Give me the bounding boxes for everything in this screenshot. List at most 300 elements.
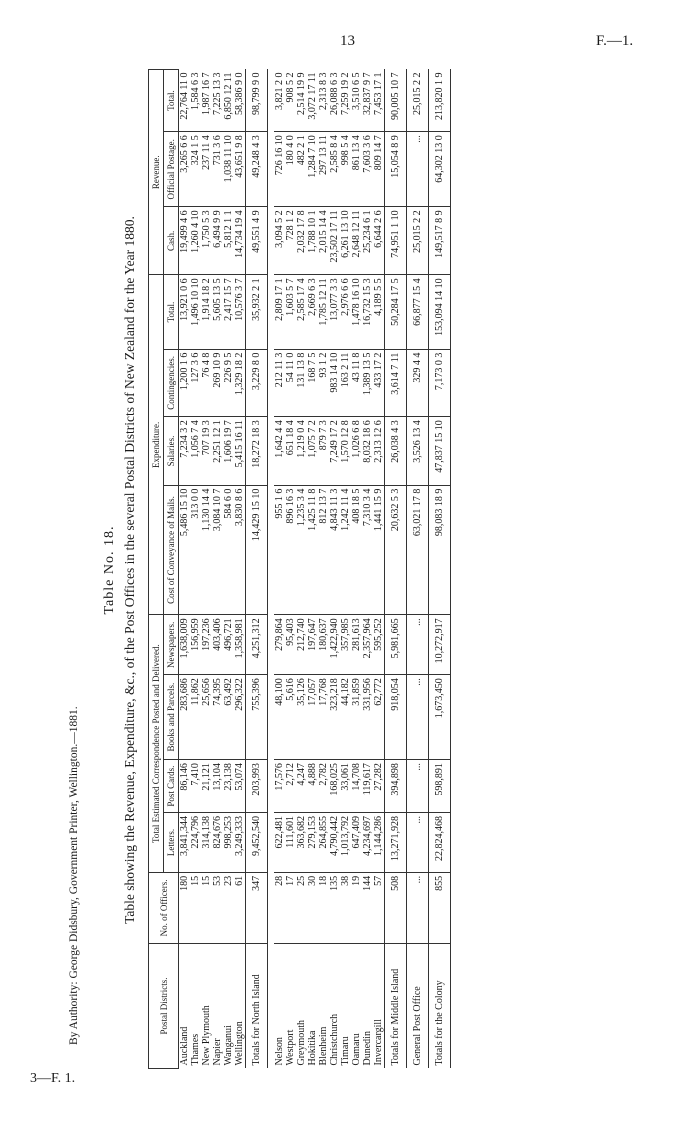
cell-cv: 4,843 11 3 [329, 485, 340, 615]
cell-rt: 213,820 1 9 [429, 70, 451, 132]
page-number: 13 [340, 33, 355, 49]
header-exp-total: Total. [164, 275, 179, 349]
table-row [179, 70, 191, 1069]
cell-ca: 5,812 1 1 [223, 207, 234, 275]
cell-sa: 651 18 4 [285, 417, 296, 485]
district-name: New Plymouth [201, 944, 212, 1069]
district-name: Christchurch [329, 944, 340, 1069]
cell-co: 226 9 5 [223, 349, 234, 417]
table-row [318, 70, 329, 1069]
cell-p: 2,712 [285, 760, 296, 813]
cell-cv: 955 1 6 [274, 485, 285, 615]
cell-n: 156,959 [190, 615, 201, 675]
cell-rt: 90,005 10 7 [385, 70, 407, 132]
header-official-postage: Official Postage. [164, 132, 179, 207]
cell-o: 180 [179, 872, 191, 943]
cell-n: 279,864 [274, 615, 285, 675]
cell-n: 95,403 [285, 615, 296, 675]
cell-n: 212,740 [296, 615, 307, 675]
cell-sa: 8,032 18 6 [362, 417, 373, 485]
cell-p: 394,898 [385, 760, 407, 813]
cell-p: 33,061 [340, 760, 351, 813]
cell-rt: 3,821 2 0 [274, 70, 285, 132]
table-row [190, 70, 201, 1069]
header-expenditure: Expenditure. [149, 275, 164, 615]
cell-ca: 25,234 6 1 [362, 207, 373, 275]
cell-cv: 1,235 3 4 [296, 485, 307, 615]
cell-n: 1,358,981 [234, 615, 246, 675]
cell-n: 5,981,665 [385, 615, 407, 675]
cell-sa: 18,272 18 3 [246, 417, 268, 485]
cell-sa: 1,642 4 4 [274, 417, 285, 485]
cell-p: 168,025 [329, 760, 340, 813]
cell-rt: 58,386 9 0 [234, 70, 246, 132]
district-name: Hokitika [307, 944, 318, 1069]
cell-o: 19 [351, 872, 362, 943]
cell-p: ... [407, 760, 429, 813]
district-name: Oamaru [351, 944, 362, 1069]
cell-et: 16,732 15 3 [362, 275, 373, 349]
cell-l: 3,841,344 [179, 813, 191, 873]
district-name: Invercargill [373, 944, 385, 1069]
cell-o: 855 [429, 872, 451, 943]
cell-op: 809 14 7 [373, 132, 385, 207]
table-row [274, 70, 285, 1069]
cell-b: 1,673,450 [429, 675, 451, 760]
cell-et: 2,976 6 6 [340, 275, 351, 349]
cell-op: 297 13 11 [318, 132, 329, 207]
cell-op: 3,265 6 6 [179, 132, 191, 207]
cell-o: 17 [285, 872, 296, 943]
table-row [285, 70, 296, 1069]
cell-op: 2,585 8 4 [329, 132, 340, 207]
cell-b: 63,492 [223, 675, 234, 760]
district-name: Totals for Middle Island [385, 944, 407, 1069]
cell-p: 14,708 [351, 760, 362, 813]
cell-l: 824,676 [212, 813, 223, 873]
cell-co: 131 13 8 [296, 349, 307, 417]
cell-o: 135 [329, 872, 340, 943]
rotated-table-page [96, 65, 656, 1075]
cell-l: 22,824,468 [429, 813, 451, 873]
cell-o: 25 [296, 872, 307, 943]
cell-p: 86,146 [179, 760, 191, 813]
cell-o: 347 [246, 872, 268, 943]
table-row [201, 70, 212, 1069]
cell-sa: 7,234 3 2 [179, 417, 191, 485]
cell-o: 61 [234, 872, 246, 943]
cell-co: 127 3 6 [190, 349, 201, 417]
cell-cv: 812 13 7 [318, 485, 329, 615]
table-number: Table No. 18. [102, 525, 117, 615]
cell-l: 1,144,286 [373, 813, 385, 873]
cell-et: 1,785 12 11 [318, 275, 329, 349]
cell-rt: 7,453 17 1 [373, 70, 385, 132]
cell-l: 1,013,792 [340, 813, 351, 873]
header-officers: No. of Officers. [149, 872, 179, 943]
table-row [351, 70, 362, 1069]
cell-co: 3,614 7 11 [385, 349, 407, 417]
cell-co: 43 11 8 [351, 349, 362, 417]
cell-cv: 3,830 8 6 [234, 485, 246, 615]
cell-p: 27,282 [373, 760, 385, 813]
cell-n: 2,357,964 [362, 615, 373, 675]
cell-rt: 2,514 19 9 [296, 70, 307, 132]
cell-ca: 1,788 10 1 [307, 207, 318, 275]
cell-o: 508 [385, 872, 407, 943]
cell-p: 4,888 [307, 760, 318, 813]
header-newspapers: Newspapers. [164, 615, 179, 675]
cell-et: 35,932 2 1 [246, 275, 268, 349]
cell-op: 180 4 0 [285, 132, 296, 207]
cell-cv: 1,130 14 4 [201, 485, 212, 615]
cell-cv: 63,021 17 8 [407, 485, 429, 615]
cell-co: 3,229 8 0 [246, 349, 268, 417]
cell-o: 18 [318, 872, 329, 943]
district-name: Wanganui [223, 944, 234, 1069]
printer-credit: By Authority: George Didsbury, Government Printer, Wellington.—1881. [68, 706, 80, 1045]
table-title: Table showing the Revenue, Expenditure, &c., of the Post Offices in the several Postal Districts of New Zealand for the Year 1880. [122, 216, 137, 924]
cell-n: 496,721 [223, 615, 234, 675]
header-cash: Cash. [164, 207, 179, 275]
cell-n: 357,985 [340, 615, 351, 675]
cell-rt: 3,510 6 5 [351, 70, 362, 132]
cell-et: 5,605 13 5 [212, 275, 223, 349]
cell-cv: 3,084 10 7 [212, 485, 223, 615]
cell-sa: 5,415 16 11 [234, 417, 246, 485]
cell-o: 57 [373, 872, 385, 943]
cell-l: 4,790,442 [329, 813, 340, 873]
cell-ca: 19,499 4 6 [179, 207, 191, 275]
header-salaries: Salaries. [164, 417, 179, 485]
cell-et: 13,921 0 6 [179, 275, 191, 349]
table-row [329, 70, 340, 1069]
cell-l: 363,682 [296, 813, 307, 873]
cell-sa: 7,249 17 2 [329, 417, 340, 485]
district-name: Auckland [179, 944, 191, 1069]
cell-b: 74,395 [212, 675, 223, 760]
table-row [296, 70, 307, 1069]
cell-op: 324 1 5 [190, 132, 201, 207]
cell-cv: 1,441 15 9 [373, 485, 385, 615]
cell-ca: 2,015 14 4 [318, 207, 329, 275]
cell-cv: 7,310 3 4 [362, 485, 373, 615]
cell-l: 622,481 [274, 813, 285, 873]
cell-rt: 2,313 8 3 [318, 70, 329, 132]
cell-op: 731 3 6 [212, 132, 223, 207]
cell-l: 314,138 [201, 813, 212, 873]
cell-ca: 23,502 17 11 [329, 207, 340, 275]
cell-rt: 1,584 6 3 [190, 70, 201, 132]
colony-total-row [429, 70, 451, 1069]
cell-ca: 6,261 13 10 [340, 207, 351, 275]
cell-b: 296,322 [234, 675, 246, 760]
header-revenue: Revenue. [149, 70, 164, 275]
cell-rt: 32,837 9 7 [362, 70, 373, 132]
cell-o: 15 [190, 872, 201, 943]
cell-et: 1,496 10 10 [190, 275, 201, 349]
cell-co: 1,329 18 2 [234, 349, 246, 417]
cell-et: 2,585 17 4 [296, 275, 307, 349]
cell-op: 1,284 7 10 [307, 132, 318, 207]
cell-rt: 22,764 11 0 [179, 70, 191, 132]
cell-op: 482 2 1 [296, 132, 307, 207]
cell-p: 4,247 [296, 760, 307, 813]
cell-p: 7,410 [190, 760, 201, 813]
cell-co: 1,200 1 6 [179, 349, 191, 417]
cell-sa: 2,251 12 1 [212, 417, 223, 485]
cell-b: 48,100 [274, 675, 285, 760]
cell-co: 168 7 5 [307, 349, 318, 417]
revenue-expenditure-table [148, 69, 451, 1069]
cell-n: 1,638,009 [179, 615, 191, 675]
cell-cv: 408 18 5 [351, 485, 362, 615]
cell-et: 1,478 16 10 [351, 275, 362, 349]
district-name: Westport [285, 944, 296, 1069]
cell-n: 1,422,940 [329, 615, 340, 675]
cell-o: 15 [201, 872, 212, 943]
cell-n: 10,272,917 [429, 615, 451, 675]
cell-n: 403,406 [212, 615, 223, 675]
table-row [362, 70, 373, 1069]
cell-cv: 896 16 3 [285, 485, 296, 615]
cell-l: 4,234,697 [362, 813, 373, 873]
cell-op: 43,651 9 8 [234, 132, 246, 207]
cell-co: 212 11 3 [274, 349, 285, 417]
cell-sa: 2,313 12 6 [373, 417, 385, 485]
cell-n: 4,251,312 [246, 615, 268, 675]
cell-cv: 98,083 18 9 [429, 485, 451, 615]
district-name: Timaru [340, 944, 351, 1069]
district-name: Blenheim [318, 944, 329, 1069]
cell-sa: 707 19 3 [201, 417, 212, 485]
cell-op: ... [407, 132, 429, 207]
cell-cv: 1,425 11 8 [307, 485, 318, 615]
cell-rt: 7,259 19 2 [340, 70, 351, 132]
cell-p: 17,576 [274, 760, 285, 813]
cell-o: 23 [223, 872, 234, 943]
cell-co: 983 14 10 [329, 349, 340, 417]
cell-et: 50,284 17 5 [385, 275, 407, 349]
cell-o: 28 [274, 872, 285, 943]
cell-o: 53 [212, 872, 223, 943]
cell-op: 237 11 4 [201, 132, 212, 207]
cell-sa: 3,526 13 4 [407, 417, 429, 485]
cell-rt: 1,987 16 7 [201, 70, 212, 132]
cell-co: 269 10 9 [212, 349, 223, 417]
district-name: Dunedin [362, 944, 373, 1069]
cell-o: ... [407, 872, 429, 943]
middle-island-total-row [385, 70, 407, 1069]
cell-b: 323,218 [329, 675, 340, 760]
district-name: General Post Office [407, 944, 429, 1069]
cell-et: 13,077 3 3 [329, 275, 340, 349]
cell-b: ... [407, 675, 429, 760]
district-name: Napier [212, 944, 223, 1069]
cell-ca: 25,015 2 2 [407, 207, 429, 275]
cell-p: 53,074 [234, 760, 246, 813]
cell-co: 54 11 0 [285, 349, 296, 417]
footer-reference: 3—F. 1. [30, 1071, 76, 1086]
cell-ca: 49,551 4 9 [246, 207, 268, 275]
cell-b: 11,862 [190, 675, 201, 760]
cell-p: 21,121 [201, 760, 212, 813]
cell-ca: 2,032 17 8 [296, 207, 307, 275]
table-row [212, 70, 223, 1069]
north-island-total-row [246, 70, 268, 1069]
cell-co: 7,173 0 3 [429, 349, 451, 417]
cell-l: 998,253 [223, 813, 234, 873]
district-name: Wellington [234, 944, 246, 1069]
cell-rt: 6,850 12 11 [223, 70, 234, 132]
cell-cv: 1,242 11 4 [340, 485, 351, 615]
cell-l: 264,855 [318, 813, 329, 873]
header-districts: Postal Districts. [149, 944, 179, 1069]
cell-rt: 3,072 17 11 [307, 70, 318, 132]
cell-et: 1,603 5 7 [285, 275, 296, 349]
cell-ca: 6,644 2 6 [373, 207, 385, 275]
cell-et: 2,809 17 1 [274, 275, 285, 349]
cell-l: 111,601 [285, 813, 296, 873]
cell-sa: 26,038 4 3 [385, 417, 407, 485]
cell-b: 17,057 [307, 675, 318, 760]
cell-op: 49,248 4 3 [246, 132, 268, 207]
cell-sa: 47,837 15 10 [429, 417, 451, 485]
header-letters: Letters. [164, 813, 179, 873]
cell-et: 2,669 6 3 [307, 275, 318, 349]
header-postcards: Post Cards. [164, 760, 179, 813]
cell-n: 197,647 [307, 615, 318, 675]
cell-p: 2,782 [318, 760, 329, 813]
cell-et: 4,189 5 5 [373, 275, 385, 349]
cell-n: 281,613 [351, 615, 362, 675]
cell-p: 13,104 [212, 760, 223, 813]
header-correspondence: Total Estimated Correspondence Posted and Delivered. [149, 615, 164, 872]
cell-o: 30 [307, 872, 318, 943]
cell-et: 1,914 18 2 [201, 275, 212, 349]
cell-rt: 25,015 2 2 [407, 70, 429, 132]
cell-b: 283,686 [179, 675, 191, 760]
cell-ca: 728 1 2 [285, 207, 296, 275]
cell-b: 62,772 [373, 675, 385, 760]
cell-op: 998 5 4 [340, 132, 351, 207]
cell-l: 647,409 [351, 813, 362, 873]
cell-sa: 1,026 6 8 [351, 417, 362, 485]
cell-b: 5,616 [285, 675, 296, 760]
cell-op: 1,038 11 10 [223, 132, 234, 207]
cell-n: 197,236 [201, 615, 212, 675]
cell-p: 203,993 [246, 760, 268, 813]
cell-co: 329 4 4 [407, 349, 429, 417]
cell-b: 35,126 [296, 675, 307, 760]
cell-l: 13,271,928 [385, 813, 407, 873]
cell-co: 1,389 13 5 [362, 349, 373, 417]
cell-sa: 1,056 7 4 [190, 417, 201, 485]
cell-n: 180,637 [318, 615, 329, 675]
cell-p: 23,138 [223, 760, 234, 813]
page-reference: F.—1. [596, 33, 634, 49]
table-row [373, 70, 385, 1069]
district-name: Totals for North Island [246, 944, 268, 1069]
cell-ca: 6,494 9 9 [212, 207, 223, 275]
cell-ca: 14,734 19 4 [234, 207, 246, 275]
cell-o: 144 [362, 872, 373, 943]
cell-rt: 908 5 2 [285, 70, 296, 132]
general-post-office-row [407, 70, 429, 1069]
header-conveyance: Cost of Conveyance of Mails. [164, 485, 179, 615]
cell-sa: 1,570 12 8 [340, 417, 351, 485]
table-row [223, 70, 234, 1069]
cell-b: 755,396 [246, 675, 268, 760]
cell-b: 17,768 [318, 675, 329, 760]
cell-b: 918,054 [385, 675, 407, 760]
cell-ca: 3,094 5 2 [274, 207, 285, 275]
district-name: Nelson [274, 944, 285, 1069]
header-rev-total: Total. [164, 70, 179, 132]
cell-co: 76 4 8 [201, 349, 212, 417]
district-name: Totals for the Colony [429, 944, 451, 1069]
cell-ca: 1,750 5 3 [201, 207, 212, 275]
cell-et: 153,094 14 10 [429, 275, 451, 349]
cell-rt: 26,088 6 3 [329, 70, 340, 132]
cell-et: 10,576 3 7 [234, 275, 246, 349]
cell-sa: 1,219 0 4 [296, 417, 307, 485]
table-body [179, 70, 451, 1069]
district-name: Thames [190, 944, 201, 1069]
cell-op: 726 16 10 [274, 132, 285, 207]
cell-op: 15,054 8 9 [385, 132, 407, 207]
cell-b: 31,859 [351, 675, 362, 760]
cell-co: 163 2 11 [340, 349, 351, 417]
cell-p: 598,891 [429, 760, 451, 813]
table-row [340, 70, 351, 1069]
cell-n: 595,252 [373, 615, 385, 675]
cell-p: 119,617 [362, 760, 373, 813]
cell-op: 64,302 13 0 [429, 132, 451, 207]
cell-et: 66,877 15 4 [407, 275, 429, 349]
cell-sa: 1,606 19 7 [223, 417, 234, 485]
cell-b: 331,956 [362, 675, 373, 760]
cell-n: ... [407, 615, 429, 675]
cell-cv: 313 0 0 [190, 485, 201, 615]
cell-l: ... [407, 813, 429, 873]
cell-rt: 7,225 13 3 [212, 70, 223, 132]
cell-cv: 14,429 15 10 [246, 485, 268, 615]
cell-co: 433 17 2 [373, 349, 385, 417]
cell-ca: 2,648 12 11 [351, 207, 362, 275]
header-books: Books and Parcels. [164, 675, 179, 760]
header-contingencies: Contingencies. [164, 349, 179, 417]
cell-l: 224,796 [190, 813, 201, 873]
cell-sa: 1,075 7 2 [307, 417, 318, 485]
cell-sa: 879 7 3 [318, 417, 329, 485]
cell-l: 3,249,333 [234, 813, 246, 873]
table-row [234, 70, 246, 1069]
cell-o: 38 [340, 872, 351, 943]
cell-op: 7,603 3 6 [362, 132, 373, 207]
cell-ca: 149,517 8 9 [429, 207, 451, 275]
cell-op: 861 13 4 [351, 132, 362, 207]
cell-rt: 98,799 9 0 [246, 70, 268, 132]
cell-ca: 1,260 4 10 [190, 207, 201, 275]
cell-cv: 584 6 0 [223, 485, 234, 615]
cell-l: 9,452,540 [246, 813, 268, 873]
table-row [307, 70, 318, 1069]
cell-b: 44,182 [340, 675, 351, 760]
cell-b: 25,656 [201, 675, 212, 760]
cell-cv: 5,486 15 10 [179, 485, 191, 615]
district-name: Greymouth [296, 944, 307, 1069]
